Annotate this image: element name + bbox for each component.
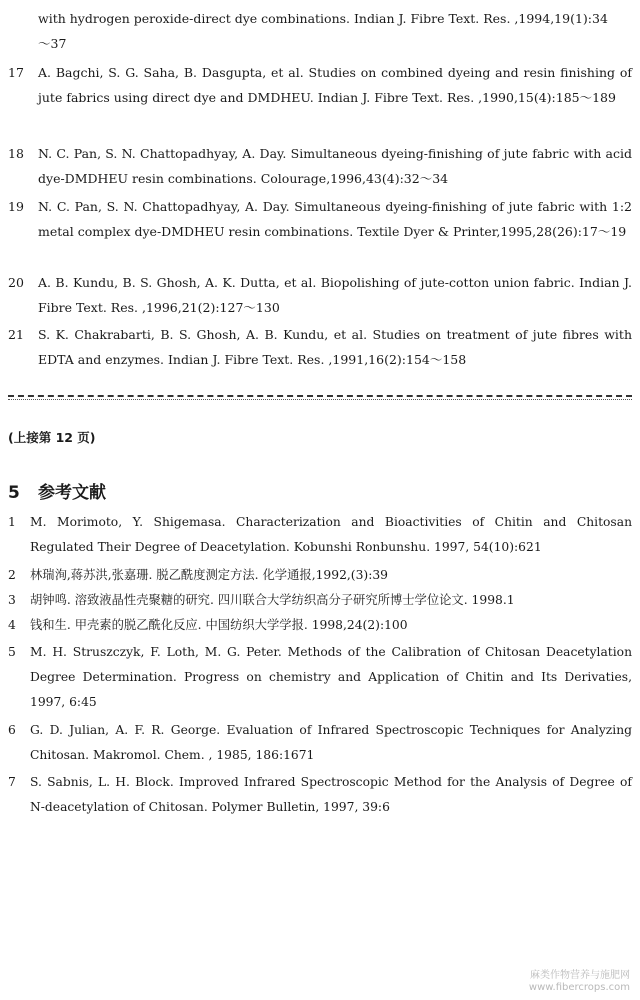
reference-text: 胡钟鸣. 溶致液晶性壳聚糖的研究. 四川联合大学纺织高分子研究所博士学位论文. 1998.1 xyxy=(30,593,515,607)
reference-text: 林瑞洵,蒋苏洪,张嘉珊. 脱乙酰度测定方法. 化学通报,1992,(3):39 xyxy=(30,568,389,582)
continuation-line-1: with hydrogen peroxide-direct dye combinations. Indian J. Fibre Text. Res. ,1994,19(1):34 xyxy=(38,11,608,26)
reference-number: 5 xyxy=(8,645,16,659)
continued-from-note: (上接第 12 页) xyxy=(8,430,96,445)
reference-text: A. B. Kundu, B. S. Ghosh, A. K. Dutta, et al. Biopolishing of jute-cotton union fabric. Indian J. Fibre Text. Res. ,1996,21(2):127～130 xyxy=(38,275,632,315)
continuation-text xyxy=(38,6,632,56)
reference-1 xyxy=(8,510,632,560)
reference-number: 19 xyxy=(8,199,24,214)
continuation-line-2: ～37 xyxy=(38,36,67,51)
section-number: 5 xyxy=(8,483,20,503)
reference-number: 2 xyxy=(8,568,16,582)
watermark-line-2: www.fibercrops.com xyxy=(528,982,630,993)
reference-7 xyxy=(8,770,632,820)
reference-17 xyxy=(8,60,632,110)
reference-text: S. Sabnis, L. H. Block. Improved Infrared Spectroscopic Method for the Analysis of Degree of N-deacetylation of Chitosan. Polymer Bulletin, 1997, 39:6 xyxy=(30,775,632,814)
reference-5 xyxy=(8,640,632,715)
reference-number: 1 xyxy=(8,515,16,529)
reference-number: 4 xyxy=(8,618,16,632)
site-watermark xyxy=(529,970,630,994)
reference-text: 钱和生. 甲壳素的脱乙酰化反应. 中国纺织大学学报. 1998,24(2):100 xyxy=(30,618,408,632)
reference-text: N. C. Pan, S. N. Chattopadhyay, A. Day. Simultaneous dyeing-finishing of jute fabric with acid dye-DMDHEU resin combinations. Colourage,1996,43(4):32～34 xyxy=(38,146,632,186)
section-title: 参考文献 xyxy=(38,483,106,503)
reference-text: S. K. Chakrabarti, B. S. Ghosh, A. B. Kundu, et al. Studies on treatment of jute fibres with EDTA and enzymes. Indian J. Fibre Text. Res. ,1991,16(2):154～158 xyxy=(38,327,632,367)
reference-text: G. D. Julian, A. F. R. George. Evaluation of Infrared Spectroscopic Techniques for Analyzing Chitosan. Makromol. Chem. , 1985, 186:1671 xyxy=(30,723,632,762)
reference-number: 18 xyxy=(8,146,24,161)
reference-18 xyxy=(8,141,632,191)
reference-number: 3 xyxy=(8,593,16,607)
watermark-line-1: 麻类作物营养与施肥网 xyxy=(530,970,630,981)
reference-text: A. Bagchi, S. G. Saha, B. Dasgupta, et al. Studies on combined dyeing and resin finishing of jute fabrics using direct dye and DMDHEU. Indian J. Fibre Text. Res. ,1990,15(4):185～189 xyxy=(38,65,632,105)
reference-number: 7 xyxy=(8,775,16,789)
section-heading xyxy=(8,478,106,503)
section-divider-secondary xyxy=(8,399,632,400)
reference-number: 20 xyxy=(8,275,24,290)
reference-text: M. Morimoto, Y. Shigemasa. Characterization and Bioactivities of Chitin and Chitosan Regulated Their Degree of Deacetylation. Kobunshi Ronbunshu. 1997, 54(10):621 xyxy=(30,515,632,554)
reference-number: 21 xyxy=(8,327,24,342)
reference-6 xyxy=(8,718,632,768)
reference-text: M. H. Struszczyk, F. Loth, M. G. Peter. Methods of the Calibration of Chitosan Deacetylation Degree Determination. Progress on chemistry and Application of Chitin and Its Derivaties, 1997, 6:45 xyxy=(30,645,632,709)
reference-4 xyxy=(8,613,632,638)
reference-text: N. C. Pan, S. N. Chattopadhyay, A. Day. Simultaneous dyeing-finishing of jute fabric with 1:2 metal complex dye-DMDHEU resin combinations. Textile Dyer & Printer,1995,28(26):17～19 xyxy=(38,199,632,239)
reference-21 xyxy=(8,322,632,372)
reference-2 xyxy=(8,563,632,588)
reference-20 xyxy=(8,270,632,320)
reference-number: 6 xyxy=(8,723,16,737)
section-divider xyxy=(8,395,632,397)
reference-19 xyxy=(8,194,632,244)
reference-number: 17 xyxy=(8,65,24,80)
reference-3 xyxy=(8,588,632,613)
